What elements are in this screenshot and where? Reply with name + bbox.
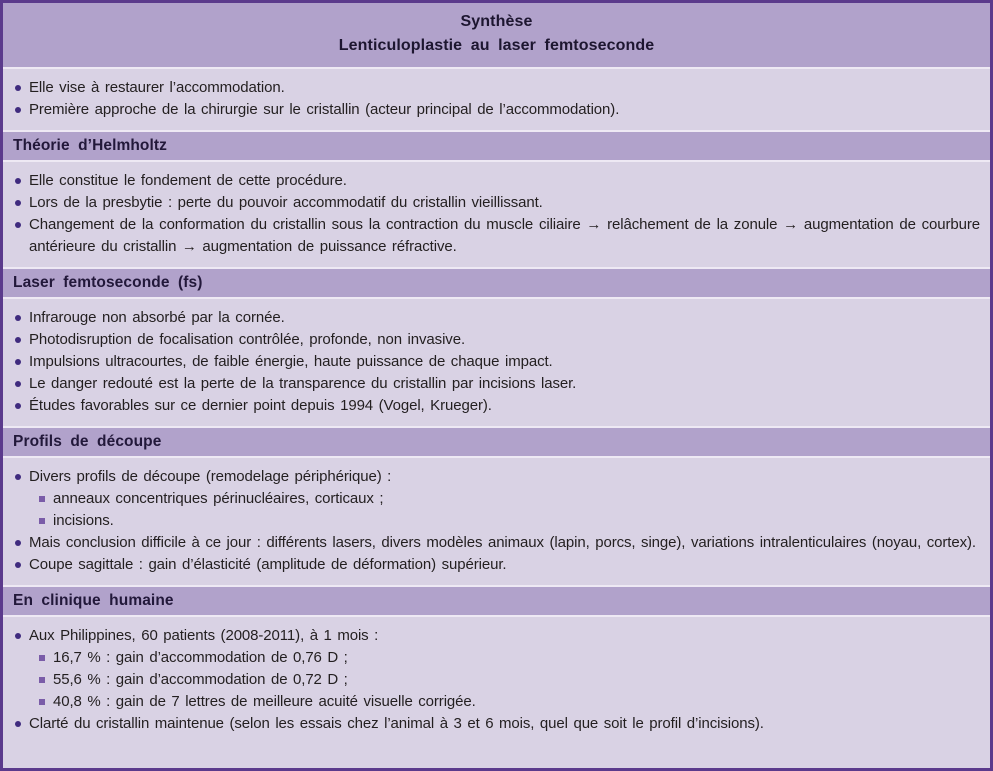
bullet-text: Études favorables sur ce dernier point depuis 1994 (Vogel, Krueger). xyxy=(29,397,492,414)
bullet-icon xyxy=(15,315,21,321)
section-theorie-helmholtz xyxy=(3,162,990,267)
square-bullet-icon xyxy=(39,655,45,661)
bullet-icon xyxy=(15,633,21,639)
bullet-text: Changement de la conformation du cristallin sous la contraction du muscle ciliaire → relâchement de la zonule → augmentation de courbure antérieure du cristallin → augmentation de puissance réfractive. xyxy=(29,216,980,255)
bullet-text: Aux Philippines, 60 patients (2008-2011), à 1 mois : xyxy=(29,627,379,644)
bullet-item xyxy=(13,307,982,329)
bullet-text: Elle vise à restaurer l’accommodation. xyxy=(29,79,285,96)
bullet-icon xyxy=(15,562,21,568)
box-title: Synthèse xyxy=(460,13,533,30)
bullet-icon xyxy=(15,337,21,343)
bullet-item xyxy=(13,395,982,417)
bullet-item xyxy=(13,713,982,735)
synthese-title-band xyxy=(3,3,990,69)
bullet-item xyxy=(13,554,982,576)
square-bullet-icon xyxy=(39,496,45,502)
bullet-text: 16,7 % : gain d’accommodation de 0,76 D ; xyxy=(53,649,348,666)
sub-bullet-item xyxy=(13,669,982,691)
section-header-laser-femtoseconde: Laser femtoseconde (fs) xyxy=(3,267,990,299)
bullet-icon xyxy=(15,222,21,228)
sub-bullet-item xyxy=(13,488,982,510)
sub-bullet-item xyxy=(13,510,982,532)
bullet-text: Mais conclusion difficile à ce jour : différents lasers, divers modèles animaux (lapin, porcs, singe), variations intralenticulaires (noyau, cortex). xyxy=(29,534,976,551)
bullet-icon xyxy=(15,85,21,91)
section-laser-femtoseconde xyxy=(3,299,990,426)
bullet-text: anneaux concentriques périnucléaires, corticaux ; xyxy=(53,490,384,507)
bullet-icon xyxy=(15,200,21,206)
bullet-item xyxy=(13,329,982,351)
box-subtitle: Lenticuloplastie au laser femtoseconde xyxy=(338,37,655,54)
bullet-text: Le danger redouté est la perte de la transparence du cristallin par incisions laser. xyxy=(29,375,577,392)
bullet-item xyxy=(13,170,982,192)
bullet-text: Impulsions ultracourtes, de faible énergie, haute puissance de chaque impact. xyxy=(29,353,553,370)
bullet-text: Lors de la presbytie : perte du pouvoir accommodatif du cristallin vieillissant. xyxy=(29,194,543,211)
bullet-text: Clarté du cristallin maintenue (selon les essais chez l’animal à 3 et 6 mois, quel que soit le profil d’incisions). xyxy=(29,715,764,732)
bullet-item xyxy=(13,351,982,373)
section-header-profils-decoupe: Profils de découpe xyxy=(3,426,990,458)
section-header-clinique-humaine: En clinique humaine xyxy=(3,585,990,617)
bullet-item xyxy=(13,214,982,258)
bullet-text: Infrarouge non absorbé par la cornée. xyxy=(29,309,285,326)
bullet-icon xyxy=(15,474,21,480)
bullet-text: incisions. xyxy=(53,512,114,529)
bullet-text: Divers profils de découpe (remodelage périphérique) : xyxy=(29,468,392,485)
bullet-text: Elle constitue le fondement de cette procédure. xyxy=(29,172,347,189)
bullet-item xyxy=(13,466,982,488)
square-bullet-icon xyxy=(39,699,45,705)
bullet-icon xyxy=(15,721,21,727)
bullet-text: 40,8 % : gain de 7 lettres de meilleure acuité visuelle corrigée. xyxy=(53,693,476,710)
bullet-item xyxy=(13,192,982,214)
bullet-text: Première approche de la chirurgie sur le cristallin (acteur principal de l’accommodation). xyxy=(29,101,620,118)
section-profils-decoupe xyxy=(3,458,990,585)
bullet-icon xyxy=(15,107,21,113)
section-clinique-humaine xyxy=(3,617,990,768)
bullet-text: Coupe sagittale : gain d’élasticité (amplitude de déformation) supérieur. xyxy=(29,556,507,573)
bullet-icon xyxy=(15,178,21,184)
sub-bullet-item xyxy=(13,647,982,669)
sub-bullet-item xyxy=(13,691,982,713)
square-bullet-icon xyxy=(39,518,45,524)
bullet-icon xyxy=(15,381,21,387)
section-header-theorie-helmholtz: Théorie d’Helmholtz xyxy=(3,130,990,162)
bullet-text: Photodisruption de focalisation contrôlée, profonde, non invasive. xyxy=(29,331,466,348)
bullet-text: 55,6 % : gain d’accommodation de 0,72 D ; xyxy=(53,671,348,688)
bullet-item xyxy=(13,99,982,121)
square-bullet-icon xyxy=(39,677,45,683)
bullet-icon xyxy=(15,540,21,546)
bullet-item xyxy=(13,625,982,647)
bullet-item xyxy=(13,373,982,395)
bullet-item xyxy=(13,532,982,554)
section-intro xyxy=(3,69,990,130)
bullet-item xyxy=(13,77,982,99)
bullet-icon xyxy=(15,359,21,365)
bullet-icon xyxy=(15,403,21,409)
